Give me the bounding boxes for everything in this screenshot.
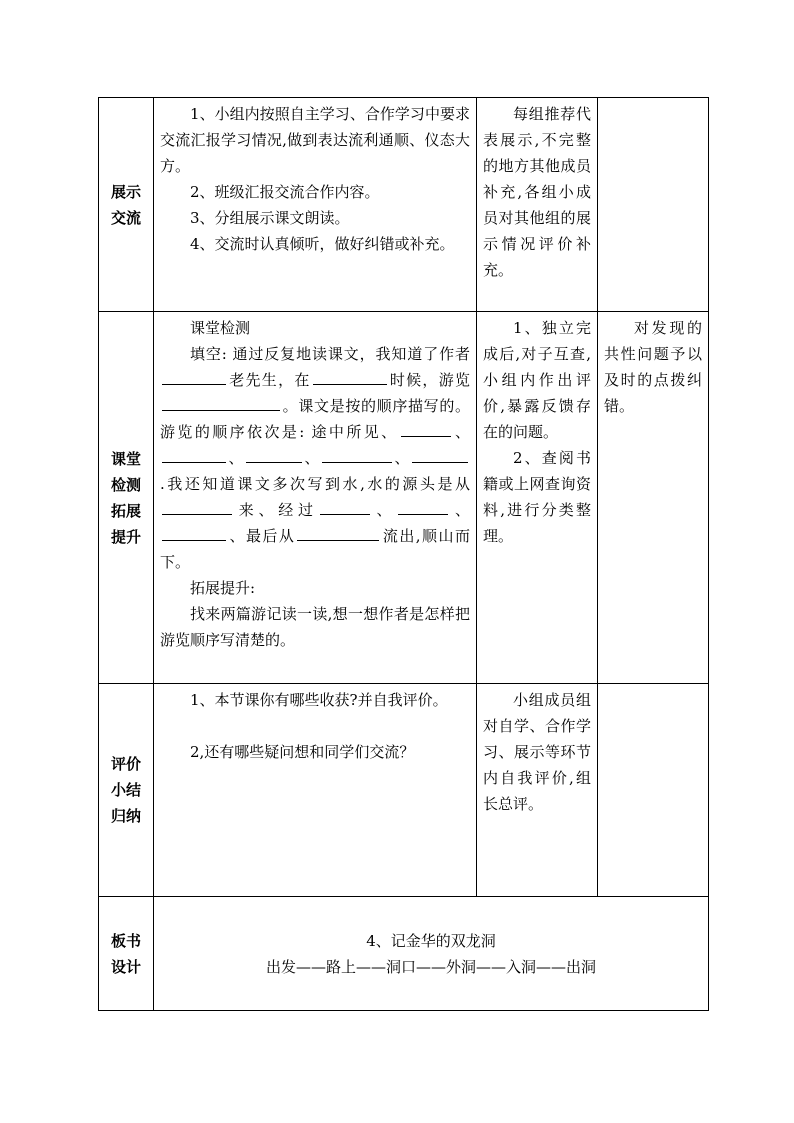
blank-place[interactable] xyxy=(162,393,280,411)
teacher-guidance xyxy=(598,98,709,312)
evaluation-question-2: 2,还有哪些疑问想和同学们交流？ xyxy=(190,743,415,761)
extension-heading: 拓展提升: xyxy=(190,579,256,597)
lesson-plan-table xyxy=(98,97,709,1011)
blank-sight-4[interactable] xyxy=(322,445,392,463)
fill-in-exercise: 填空: 通过反复地读课文，我知道了作者老先生，在 时候，游览。课文是按的顺序描写的。游览的顺序依次是: 途中所见、 、、 、 、.我还知道课文多次写到水,水的源头是从来、经过 、 、、最后从 流出,顺山而下。 xyxy=(160,345,470,571)
test-heading: 课堂检测 xyxy=(190,319,251,337)
blank-water-3[interactable] xyxy=(162,523,226,541)
content-line-4: 4、交流时认真倾听，做好纠错或补充。 xyxy=(190,235,455,253)
content-line-2: 2、班级汇报交流合作内容。 xyxy=(190,183,380,201)
activity-content xyxy=(154,98,477,312)
blank-water-exit[interactable] xyxy=(297,523,379,541)
blank-water-1[interactable] xyxy=(320,497,370,515)
blank-time[interactable] xyxy=(313,367,387,385)
row-display-exchange xyxy=(99,98,709,312)
content-line-3: 3、分组展示课文朗读。 xyxy=(190,209,350,227)
blank-water-source[interactable] xyxy=(162,497,232,515)
blank-sight-5[interactable] xyxy=(412,445,468,463)
board-flow: 出发——路上——洞口——外洞——入洞——出洞 xyxy=(265,957,596,976)
content-line-1: 1、小组内按照自主学习、合作学习中要求交流汇报学习情况,做到表达流利通顺、仪态大方。 xyxy=(160,105,470,175)
board-title: 4、记金华的双龙洞 xyxy=(366,931,496,950)
blank-author[interactable] xyxy=(162,367,226,385)
teacher-guidance xyxy=(598,684,709,897)
stage-label-evaluation: 评价 小结 归纳 xyxy=(99,684,154,897)
teacher-guidance: 对发现的共性问题予以及时的点拨纠错。 xyxy=(598,312,709,684)
student-activity: 小组成员组对自学、合作学习、展示等环节内自我评价,组长总评。 xyxy=(477,684,598,897)
student-activity: 每组推荐代表展示,不完整的地方其他成员补充,各组小成员对其他组的展示情况评价补充。 xyxy=(477,98,598,312)
blank-sight-1[interactable] xyxy=(401,419,451,437)
stage-label-display-exchange: 展示 交流 xyxy=(99,98,154,312)
evaluation-content xyxy=(154,684,477,897)
board-design-content xyxy=(154,897,709,1011)
row-classroom-test xyxy=(99,312,709,684)
extension-text: 找来两篇游记读一读,想一想作者是怎样把游览顺序写清楚的。 xyxy=(160,605,470,649)
test-content xyxy=(154,312,477,684)
blank-sight-2[interactable] xyxy=(162,445,226,463)
stage-label-board-design: 板书 设计 xyxy=(99,897,154,1011)
blank-sight-3[interactable] xyxy=(246,445,302,463)
row-evaluation-summary xyxy=(99,684,709,897)
student-activity: 1、独立完成后,对子互查,小组内作出评价,暴露反馈存在的问题。 2、查阅书籍或上网查询资料,进行分类整理。 xyxy=(477,312,598,684)
row-board-design xyxy=(99,897,709,1011)
blank-water-2[interactable] xyxy=(398,497,448,515)
stage-label-classroom-test: 课堂 检测 拓展 提升 xyxy=(99,312,154,684)
evaluation-question-1: 1、本节课你有哪些收获?并自我评价。 xyxy=(190,691,448,709)
